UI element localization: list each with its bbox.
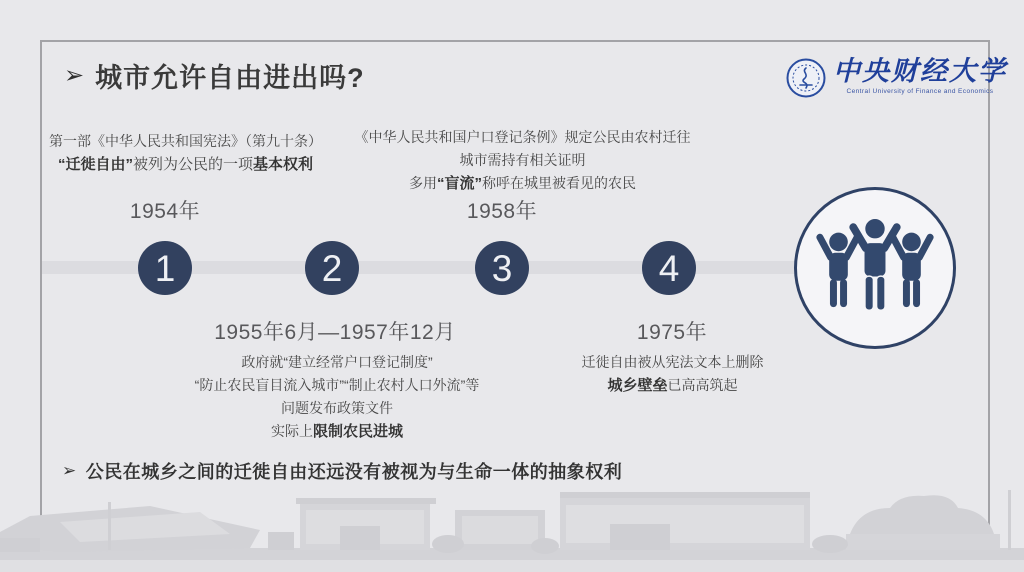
desc-line: 城乡壁垒已高高筑起 [607,377,738,394]
people-circle [794,187,956,349]
desc-line: “迁徙自由”被列为公民的一项基本权利 [57,156,314,173]
university-logo [786,58,1007,103]
desc-line: 迁徙自由被从宪法文本上删除 [581,354,764,370]
campus-buildings-watermark [0,472,1024,572]
timeline-date: 1975年 [636,321,708,344]
timeline-date: 1955年6月—1957年12月 [214,321,456,344]
people-cheering-icon [809,207,941,330]
step-number: 2 [321,247,343,289]
step-number: 1 [154,247,176,289]
timeline-date: 1954年 [129,200,201,223]
arrow-bullet-icon: ➢ [64,62,86,89]
timeline-desc-1955-1957 [172,351,502,443]
step-number: 4 [658,247,680,289]
timeline-date: 1958年 [466,200,538,223]
step-number: 3 [491,247,513,289]
page-title-text: 城市允许自由进出吗? [95,63,365,93]
desc-line: 实际上限制农民进城 [270,423,403,440]
desc-line: “防止农民盲目流入城市”“制止农村人口外流”等 [194,377,480,393]
timeline-desc-1975 [520,351,825,397]
timeline-desc-1954 [28,130,343,176]
cufe-seal-icon [786,58,826,103]
arrow-bullet-icon: ➢ [62,461,77,480]
desc-line: 问题发布政策文件 [281,400,393,416]
desc-line: 《中华人民共和国户口登记条例》规定公民由农村迁往 [354,129,691,145]
logo-name-cn: 中央财经大学 [833,56,1007,87]
desc-line: 多用“盲流”称呼在城里被看见的农民 [408,175,636,192]
timeline-step-3 [475,241,529,295]
page-title [64,56,365,95]
desc-line: 城市需持有相关证明 [459,152,586,168]
desc-line: 政府就“建立经常户口登记制度” [241,354,433,370]
conclusion-text: 公民在城乡之间的迁徙自由还远没有被视为与生命一体的抽象权利 [85,462,623,482]
timeline-step-2 [305,241,359,295]
logo-name-en: Central University of Finance and Economics [846,88,994,95]
timeline-step-1 [138,241,192,295]
desc-line: 第一部《中华人民共和国宪法》（第九十条） [49,133,322,149]
timeline-desc-1958 [330,126,715,195]
timeline-step-4 [642,241,696,295]
